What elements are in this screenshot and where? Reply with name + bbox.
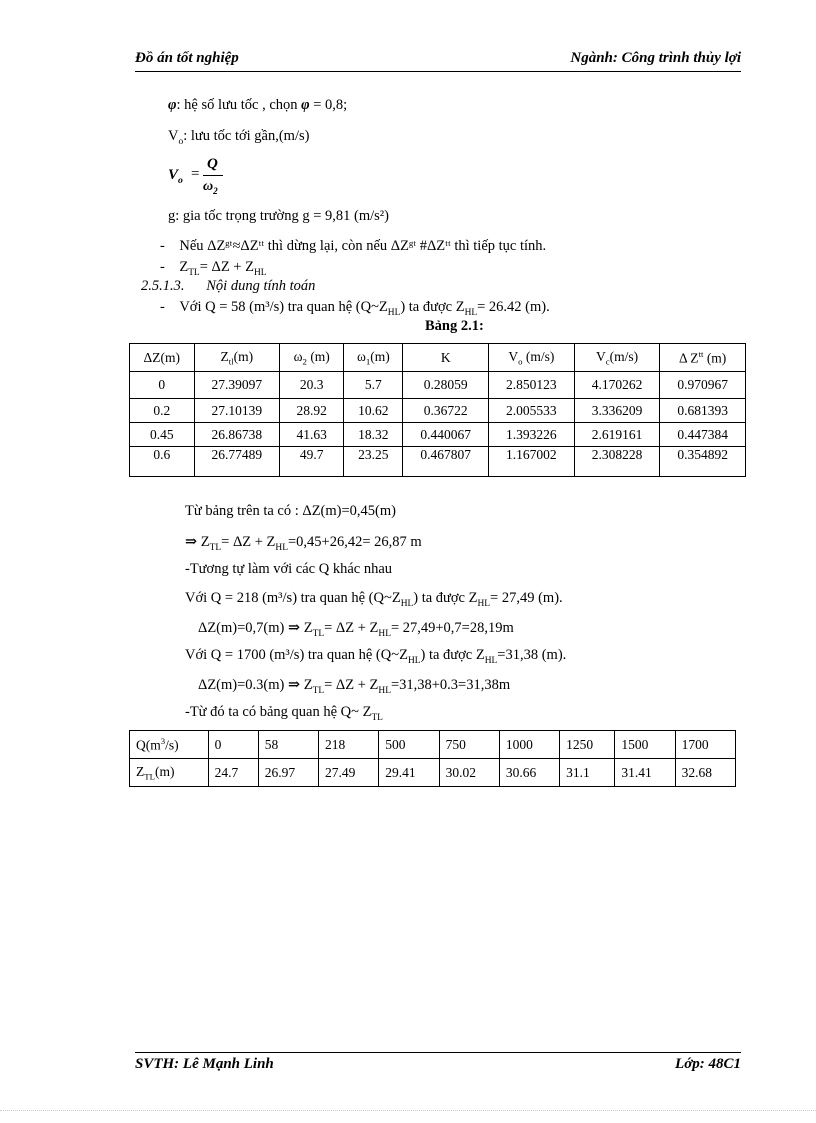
vo-definition: $V_o$: lưu tốc tới gần,(m/s)	[168, 128, 310, 147]
table1-caption: Bảng 2.1:	[425, 318, 484, 334]
table-cell: 30.66	[499, 759, 559, 787]
footer-rule	[135, 1052, 741, 1053]
table-cell: 49.7	[280, 447, 344, 477]
q1700-text: Với Q = 1700 (m³/s) tra quan hệ $(Q\sim Z_{HL})$ ta được $Z_{HL}=31,38$ (m).	[185, 647, 567, 666]
table-2-1	[129, 343, 746, 477]
table-cell: 500	[379, 731, 439, 759]
table-cell: 1.167002	[489, 447, 575, 477]
phi-definition: φ: hệ số lưu tốc , chọn φ = 0,8;	[168, 97, 348, 113]
table-cell: 0.467807	[403, 447, 489, 477]
footer-left: SVTH: Lê Mạnh Linh	[135, 1056, 274, 1072]
table1-header: $\omega_1(m)$	[344, 344, 403, 372]
table-cell: 1.393226	[489, 423, 575, 447]
table-cell: 28.92	[280, 399, 344, 423]
table-cell: 26.77489	[194, 447, 280, 477]
header-right: Ngành: Công trình thủy lợi	[570, 50, 741, 66]
table-cell: 24.7	[208, 759, 258, 787]
table-cell: 0.440067	[403, 423, 489, 447]
table-cell: 1250	[560, 731, 615, 759]
table-cell: 1500	[615, 731, 675, 759]
table-cell: 0.2	[130, 399, 195, 423]
table-cell: 32.68	[675, 759, 735, 787]
relation-text: -Từ đó ta có bảng quan hệ Q~ $Z_{TL}$	[185, 704, 383, 723]
g-definition: g: gia tốc trọng trường g = 9,81 (m/s²)	[168, 208, 389, 224]
table2-z-label: $Z_{TL}(m)$	[130, 759, 209, 787]
table-cell: 0.354892	[660, 447, 746, 477]
table1-header: $V_o$ (m/s)	[489, 344, 575, 372]
table-row	[130, 731, 736, 759]
result-ztl-58: ⇒ $Z_{TL}= \Delta Z + Z_{HL}=0,45+26,42= 26,87$ m	[185, 534, 422, 553]
table1-header: $\omega_2$ (m)	[280, 344, 344, 372]
similar-text: -Tương tự làm với các Q khác nhau	[185, 561, 393, 577]
table-cell: 1000	[499, 731, 559, 759]
table-cell: 0.681393	[660, 399, 746, 423]
table1-header: K	[403, 344, 489, 372]
table-cell: 2.005533	[489, 399, 575, 423]
table-row	[130, 759, 736, 787]
table-cell: 41.63	[280, 423, 344, 447]
table-cell: 30.02	[439, 759, 499, 787]
table-cell: 23.25	[344, 447, 403, 477]
table-row	[130, 372, 746, 399]
table-cell: 2.850123	[489, 372, 575, 399]
table-cell: 29.41	[379, 759, 439, 787]
table-cell: 1700	[675, 731, 735, 759]
table-q-ztl	[129, 730, 736, 787]
table-cell: 58	[258, 731, 318, 759]
result-ztl-218: ΔZ(m)=0,7(m) ⇒ $Z_{TL}= \Delta Z + Z_{HL}= 27,49+0,7=28,19m$	[198, 620, 514, 639]
table-cell: 27.49	[319, 759, 379, 787]
table-cell: 2.308228	[574, 447, 660, 477]
table1-header: $Z_{tl}(m)$	[194, 344, 280, 372]
table-cell: 0	[130, 372, 195, 399]
table1-header: ΔZ(m)	[130, 344, 195, 372]
table-cell: 18.32	[344, 423, 403, 447]
table-cell: 10.62	[344, 399, 403, 423]
header-rule	[135, 71, 741, 72]
table-cell: 218	[319, 731, 379, 759]
table-cell: 4.170262	[574, 372, 660, 399]
table-cell: 0.28059	[403, 372, 489, 399]
table-cell: 3.336209	[574, 399, 660, 423]
table-cell: 26.86738	[194, 423, 280, 447]
bullet-stop-condition: - Nếu ΔZᵍᵗ≈ΔZᵗᵗ thì dừng lại, còn nếu ΔZᵍᵗ #ΔZᵗᵗ thì tiếp tục tính.	[160, 238, 547, 254]
q218-text: Với Q = 218 (m³/s) tra quan hệ $(Q\sim Z_{HL})$ ta được $Z_{HL}= 27,49$ (m).	[185, 590, 563, 609]
table-row	[130, 399, 746, 423]
bullet-ztl-formula: - $Z_{TL}= \Delta Z + Z_{HL}$	[160, 259, 267, 278]
table-row	[130, 423, 746, 447]
table-cell: 2.619161	[574, 423, 660, 447]
table-cell: 31.1	[560, 759, 615, 787]
bullet-q58: - Với Q = 58 (m³/s) tra quan hệ $(Q\sim Z_{HL})$ ta được $Z_{HL}= 26.42$ (m).	[160, 299, 550, 318]
table-cell: 0	[208, 731, 258, 759]
table1-header-row	[130, 344, 746, 372]
table-cell: 0.447384	[660, 423, 746, 447]
table-cell: 0.36722	[403, 399, 489, 423]
from-table-text: Từ bảng trên ta có : ΔZ(m)=0,45(m)	[185, 503, 396, 519]
table-cell: 750	[439, 731, 499, 759]
table-row	[130, 447, 746, 477]
page-bottom-border	[0, 1110, 816, 1111]
table-cell: 0.45	[130, 423, 195, 447]
table1-header: Δ $Z^{tt}$ (m)	[660, 344, 746, 372]
header-left: Đồ án tốt nghiệp	[135, 50, 239, 66]
table-cell: 20.3	[280, 372, 344, 399]
result-ztl-1700: ΔZ(m)=0.3(m) ⇒ $Z_{TL}= \Delta Z + Z_{HL}=31,38+0.3=31,38m$	[198, 677, 511, 696]
table-cell: 27.10139	[194, 399, 280, 423]
table-cell: 5.7	[344, 372, 403, 399]
table-cell: 26.97	[258, 759, 318, 787]
footer-right: Lớp: 48C1	[675, 1056, 741, 1072]
table-cell: 27.39097	[194, 372, 280, 399]
table2-q-label: $Q(m^3/s)$	[130, 731, 209, 759]
table-cell: 31.41	[615, 759, 675, 787]
table-cell: 0.6	[130, 447, 195, 477]
section-heading: 2.5.1.3. Nội dung tính toán	[141, 278, 316, 294]
table-cell: 0.970967	[660, 372, 746, 399]
table1-header: $V_c(m/s)$	[574, 344, 660, 372]
